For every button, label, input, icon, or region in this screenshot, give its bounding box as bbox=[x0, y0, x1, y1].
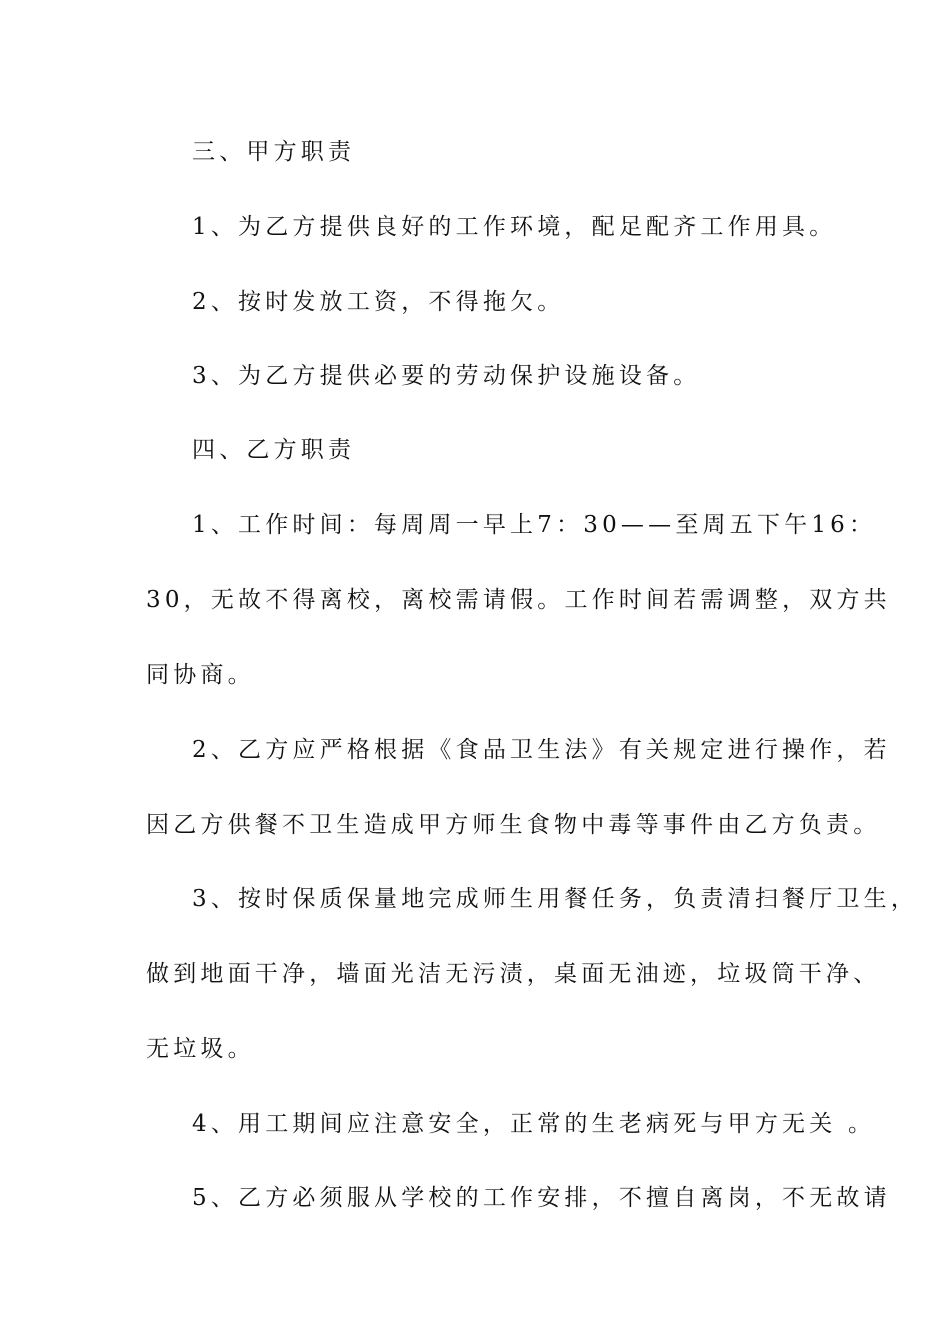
section4-item5-line1: 5、乙方必须服从学校的工作安排，不擅自离岗，不无故请 bbox=[192, 1185, 891, 1211]
section4-item4: 4、用工期间应注意安全，正常的生老病死与甲方无关 。 bbox=[192, 1111, 876, 1137]
section4-item1-line3: 同协商。 bbox=[146, 662, 255, 688]
section4-item1-line1: 1、工作时间：每周周一早上7：30——至周五下午16： bbox=[192, 512, 877, 538]
section4-item2-line2: 因乙方供餐不卫生造成甲方师生食物中毒等事件由乙方负责。 bbox=[146, 812, 881, 838]
section4-item1-line2: 30，无故不得离校，离校需请假。工作时间若需调整，双方共 bbox=[146, 587, 891, 613]
section4-item2-line1: 2、乙方应严格根据《食品卫生法》有关规定进行操作，若 bbox=[192, 737, 891, 763]
section4-item3-line2: 做到地面干净，墙面光洁无污渍，桌面无油迹，垃圾筒干净、 bbox=[146, 961, 881, 987]
section4-item3-line1: 3、按时保质保量地完成师生用餐任务，负责清扫餐厅卫生， bbox=[192, 886, 919, 912]
section3-heading: 三、甲方职责 bbox=[192, 139, 356, 165]
section4-heading: 四、乙方职责 bbox=[192, 437, 356, 463]
section3-item2: 2、按时发放工资，不得拖欠。 bbox=[192, 289, 565, 315]
section3-item3: 3、为乙方提供必要的劳动保护设施设备。 bbox=[192, 363, 701, 389]
section3-item1: 1、为乙方提供良好的工作环境，配足配齐工作用具。 bbox=[192, 214, 837, 240]
section4-item3-line3: 无垃圾。 bbox=[146, 1036, 255, 1062]
